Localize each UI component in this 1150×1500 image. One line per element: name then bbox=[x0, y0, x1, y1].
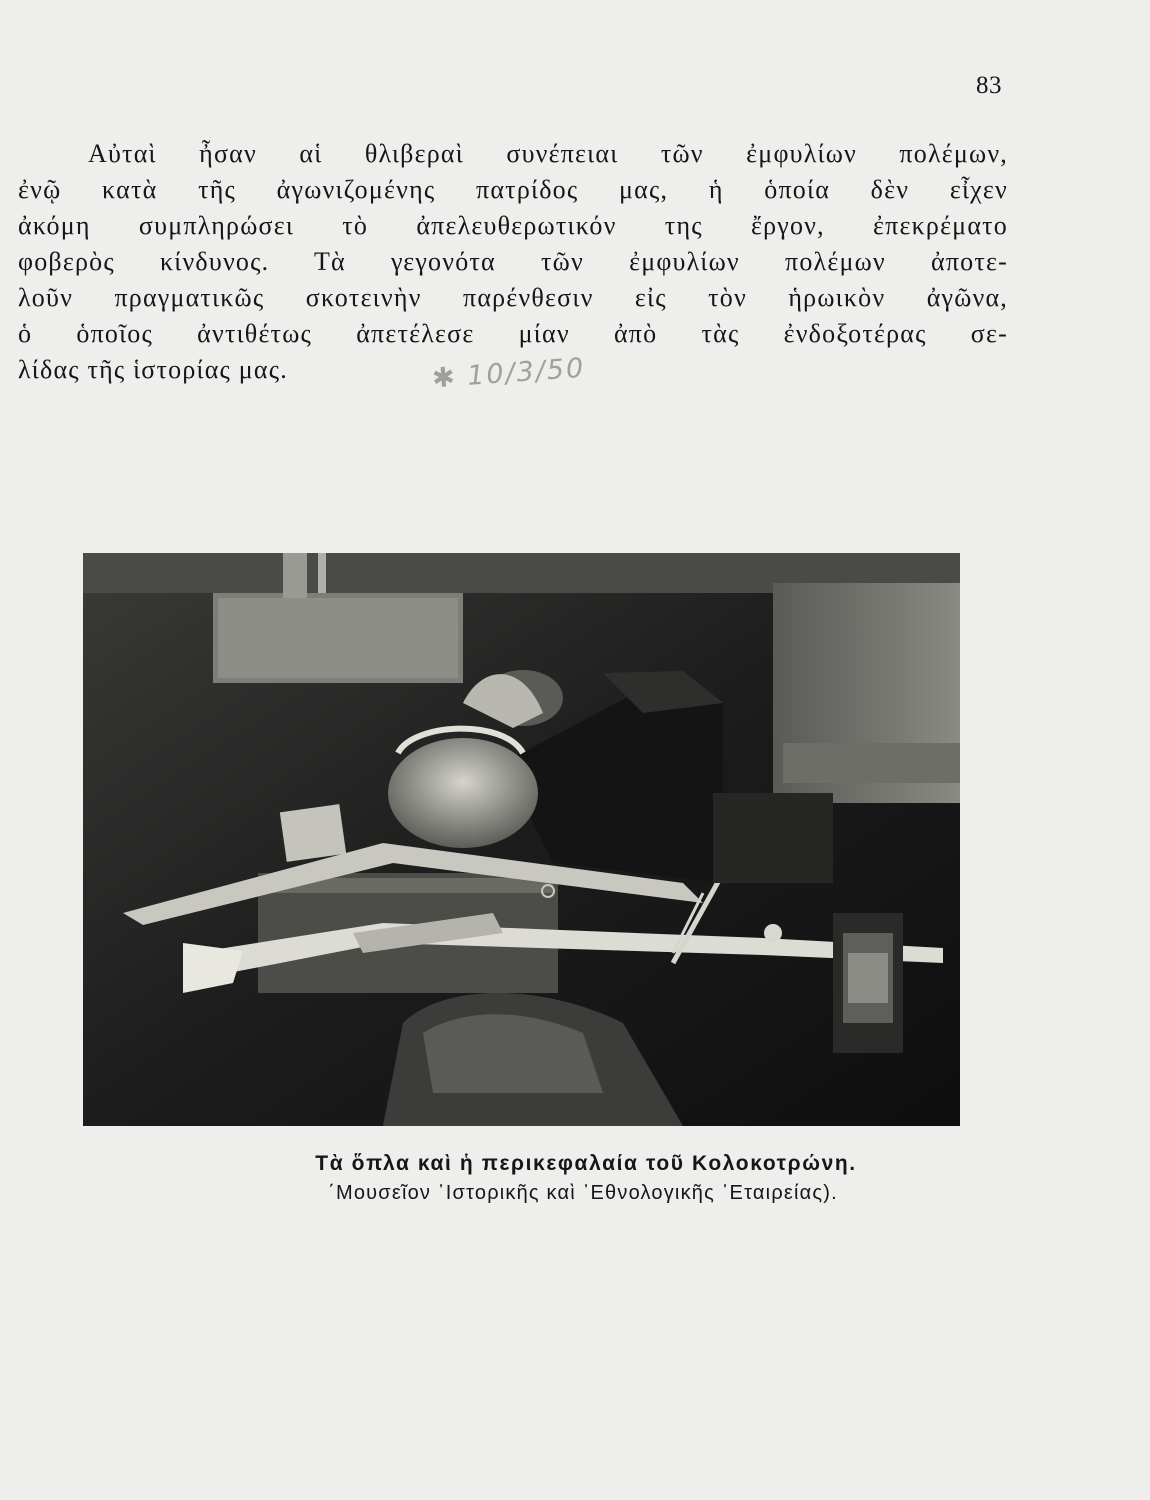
paragraph-line: λοῦν πραγματικῶς σκοτεινὴν παρένθεσιν εἰς τὸν ἡρωικὸν ἀγῶνα, bbox=[18, 283, 1008, 312]
paragraph-line: λίδας τῆς ἱστορίας μας. bbox=[18, 355, 288, 384]
caption-source: ΄Μουσεῖον ῾Ιστορικῆς καὶ ᾿Εθνολογικῆς ῾Εταιρείας). bbox=[328, 1182, 838, 1204]
paragraph-line: ὁ ὁποῖος ἀντιθέτως ἀπετέλεσε μίαν ἀπὸ τὰς ἐνδοξοτέρας σε- bbox=[18, 319, 1008, 348]
paragraph-line: ἐνῷ κατὰ τῆς ἀγωνιζομένης πατρίδος μας, ἡ ὁποία δὲν εἶχεν bbox=[18, 175, 1008, 204]
handwritten-note: ✱ 10/3/50 bbox=[431, 352, 587, 395]
body-paragraph bbox=[18, 136, 1008, 388]
museum-photograph bbox=[83, 553, 960, 1126]
paragraph-line: Αὐταὶ ἦσαν αἱ θλιβεραὶ συνέπειαι τῶν ἐμφυλίων πολέμων, bbox=[88, 139, 1008, 168]
photograph-image bbox=[83, 553, 960, 1126]
paragraph-line: φοβερὸς κίνδυνος. Τὰ γεγονότα τῶν ἐμφυλίων πολέμων ἀποτε- bbox=[18, 247, 1008, 276]
paragraph-line: ἀκόμη συμπληρώσει τὸ ἀπελευθερωτικόν της ἔργον, ἐπεκρέματο bbox=[18, 211, 1008, 240]
caption-title: Τὰ ὅπλα καὶ ἡ περικεφαλαία τοῦ Κολοκοτρώνη. bbox=[315, 1152, 857, 1175]
page-number: 83 bbox=[976, 72, 1002, 99]
photo-caption bbox=[0, 1152, 1150, 1205]
